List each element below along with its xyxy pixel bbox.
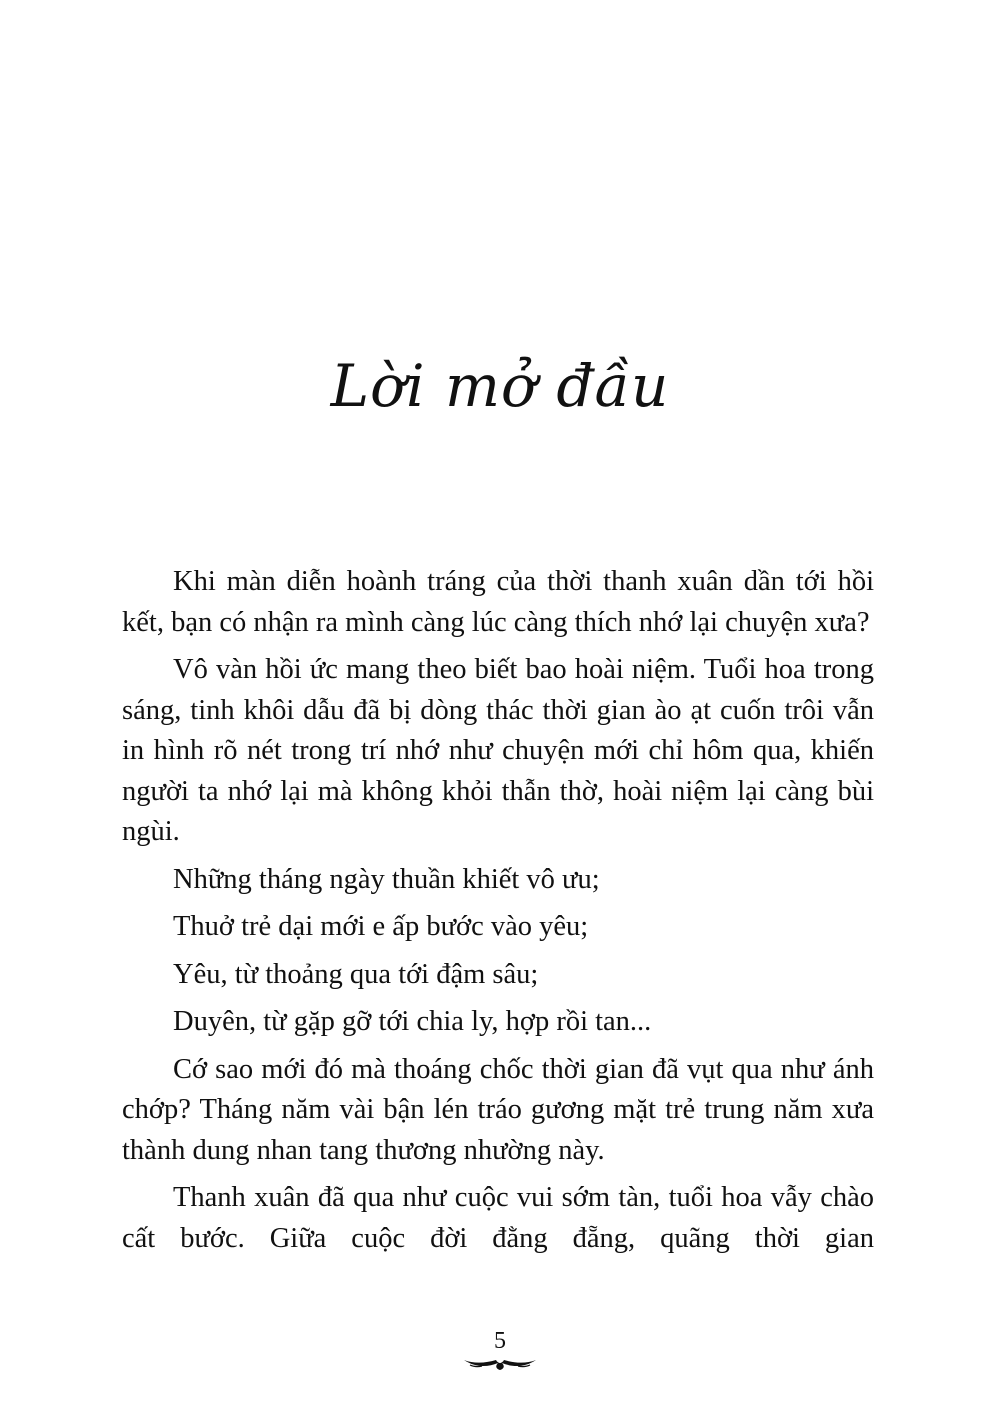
paragraph-2: Vô vàn hồi ức mang theo biết bao hoài niệm. Tuổi hoa trong sáng, tinh khôi dẫu đã bị dòng thác thời gian ào ạt cuốn trôi vẫn in hình rõ nét trong trí nhớ như chuyện mới chỉ hôm qua, khiến người ta nhớ lại mà không khỏi thẫn thờ, hoài niệm lại càng bùi ngùi. [122,654,874,847]
verse-line-1: Những tháng ngày thuần khiết vô ưu; [173,863,600,895]
page-footer [0,1328,1000,1372]
page-number: 5 [494,1328,506,1354]
flourish-ornament-icon [460,1354,540,1372]
paragraph-4: Thanh xuân đã qua như cuộc vui sớm tàn, tuổi hoa vẫy chào cất bước. Giữa cuộc đời đằng đẵng, quãng thời gian [122,1182,874,1254]
paragraph-3: Cớ sao mới đó mà thoáng chốc thời gian đã vụt qua như ánh chớp? Tháng năm vài bận lén tráo gương mặt trẻ trung năm xưa thành dung nhan tang thương nhường này. [122,1053,874,1166]
body-text [122,562,874,1259]
verse-line-4: Duyên, từ gặp gỡ tới chia ly, hợp rồi tan... [173,1006,652,1037]
verse-line-2: Thuở trẻ dại mới e ấp bước vào yêu; [173,911,589,942]
paragraph-1: Khi màn diễn hoành tráng của thời thanh xuân dần tới hồi kết, bạn có nhận ra mình càng lúc càng thích nhớ lại chuyện xưa? [122,566,874,638]
verse-line-3: Yêu, từ thoảng qua tới đậm sâu; [173,958,539,990]
page-title: Lời mở đầu [330,352,670,420]
verse-block [122,860,874,1043]
